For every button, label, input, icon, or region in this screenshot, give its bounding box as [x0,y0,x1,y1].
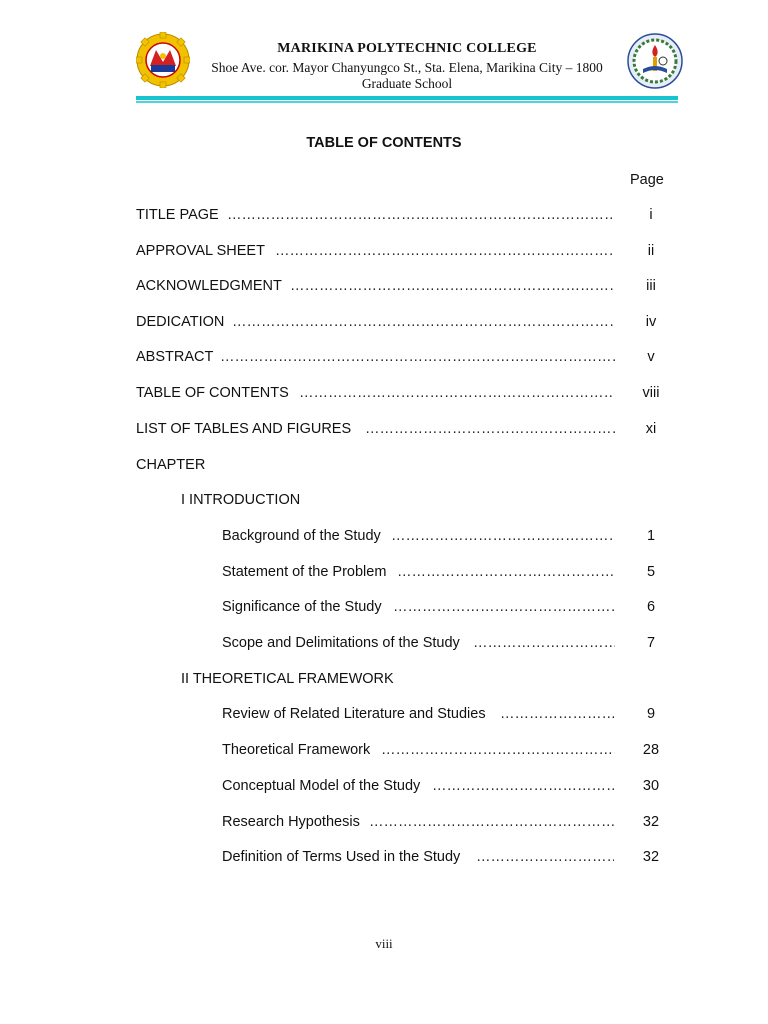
toc-entry-label: Background of the Study [222,528,381,544]
toc-entry-page: i [649,207,653,223]
toc-entry-label: TABLE OF CONTENTS [136,385,289,401]
toc-entry-label: DEDICATION [136,314,225,330]
toc-entry-page: 1 [646,528,656,544]
toc-entry-label: I INTRODUCTION [181,492,301,508]
toc-entry-label: TITLE PAGE [136,207,219,223]
toc-entry [0,314,768,334]
toc-entry-label: LIST OF TABLES AND FIGURES [136,421,352,437]
toc-entry-page: 5 [646,564,656,580]
toc-entry-label: CHAPTER [136,457,206,473]
toc-leader-dots [220,349,615,365]
toc-entry-page: 32 [642,849,660,865]
toc-entry-label: Review of Related Literature and Studies [222,706,486,722]
toc-entry-label: APPROVAL SHEET [136,243,265,259]
toc-entry [0,528,768,548]
toc-entry [0,278,768,298]
toc-entry [0,706,768,726]
toc-entry [0,349,768,369]
toc-chapter-title [0,492,768,512]
toc-leader-dots [500,706,615,722]
toc-entry-page: iii [646,278,656,294]
toc-entry-page: 6 [646,599,656,615]
toc-entry [0,849,768,869]
toc-leader-dots [473,635,615,651]
header-divider-thick [136,96,678,100]
header-divider-thin [136,101,678,103]
toc-entry-label: Theoretical Framework [222,742,371,758]
toc-leader-dots [381,742,615,758]
toc-leader-dots [369,814,615,830]
toc-entry [0,778,768,798]
toc-entry-label: Conceptual Model of the Study [222,778,421,794]
toc-leader-dots [365,421,617,437]
graduate-school-seal-icon [627,33,683,89]
toc-entry [0,421,768,441]
toc-entry-label: Statement of the Problem [222,564,387,580]
toc-entry [0,207,768,227]
toc-leader-dots [476,849,614,865]
toc-leader-dots [232,314,615,330]
toc-chapter-title [0,671,768,691]
page-number: viii [375,936,393,951]
toc-entry [0,385,768,405]
toc-entry [0,243,768,263]
toc-entry-label: Scope and Delimitations of the Study [222,635,460,651]
toc-entry-page: 9 [646,706,656,722]
college-address: Shoe Ave. cor. Mayor Chanyungco St., Sta. Elena, Marikina City – 1800 [211,60,603,75]
toc-entry-label: ABSTRACT [136,349,214,365]
toc-entry-label: Definition of Terms Used in the Study [222,849,461,865]
toc-entry-label: ACKNOWLEDGMENT [136,278,282,294]
toc-entry-label: II THEORETICAL FRAMEWORK [181,671,394,687]
toc-entry-page: xi [645,421,657,437]
toc-leader-dots [397,564,615,580]
page-column-heading: Page [630,172,664,188]
toc-entry [0,742,768,762]
toc-leader-dots [432,778,615,794]
toc-entry-label: Research Hypothesis [222,814,360,830]
toc-entry-label: Significance of the Study [222,599,382,615]
college-name: MARIKINA POLYTECHNIC COLLEGE [277,41,537,56]
toc-entry-page: v [647,349,655,365]
toc-leader-dots [275,243,615,259]
toc-leader-dots [227,207,615,223]
toc-entry-page: 28 [642,742,660,758]
toc-entry-page: viii [642,385,660,401]
school-name: Graduate School [361,76,453,91]
toc-leader-dots [299,385,613,401]
toc-title: TABLE OF CONTENTS [306,135,462,151]
toc-entry-page: iv [645,314,657,330]
toc-entry [0,814,768,834]
toc-leader-dots [290,278,615,294]
toc-entry-page: 32 [642,814,660,830]
college-gear-logo-icon [136,32,190,88]
letterhead [0,0,768,110]
toc-chapter-heading [0,457,768,477]
toc-entry-page: 7 [646,635,656,651]
toc-entry [0,564,768,584]
toc-entry [0,599,768,619]
toc-leader-dots [391,528,615,544]
toc-entry [0,635,768,655]
toc-leader-dots [393,599,615,615]
toc-entry-page: 30 [642,778,660,794]
toc-entry-page: ii [647,243,655,259]
